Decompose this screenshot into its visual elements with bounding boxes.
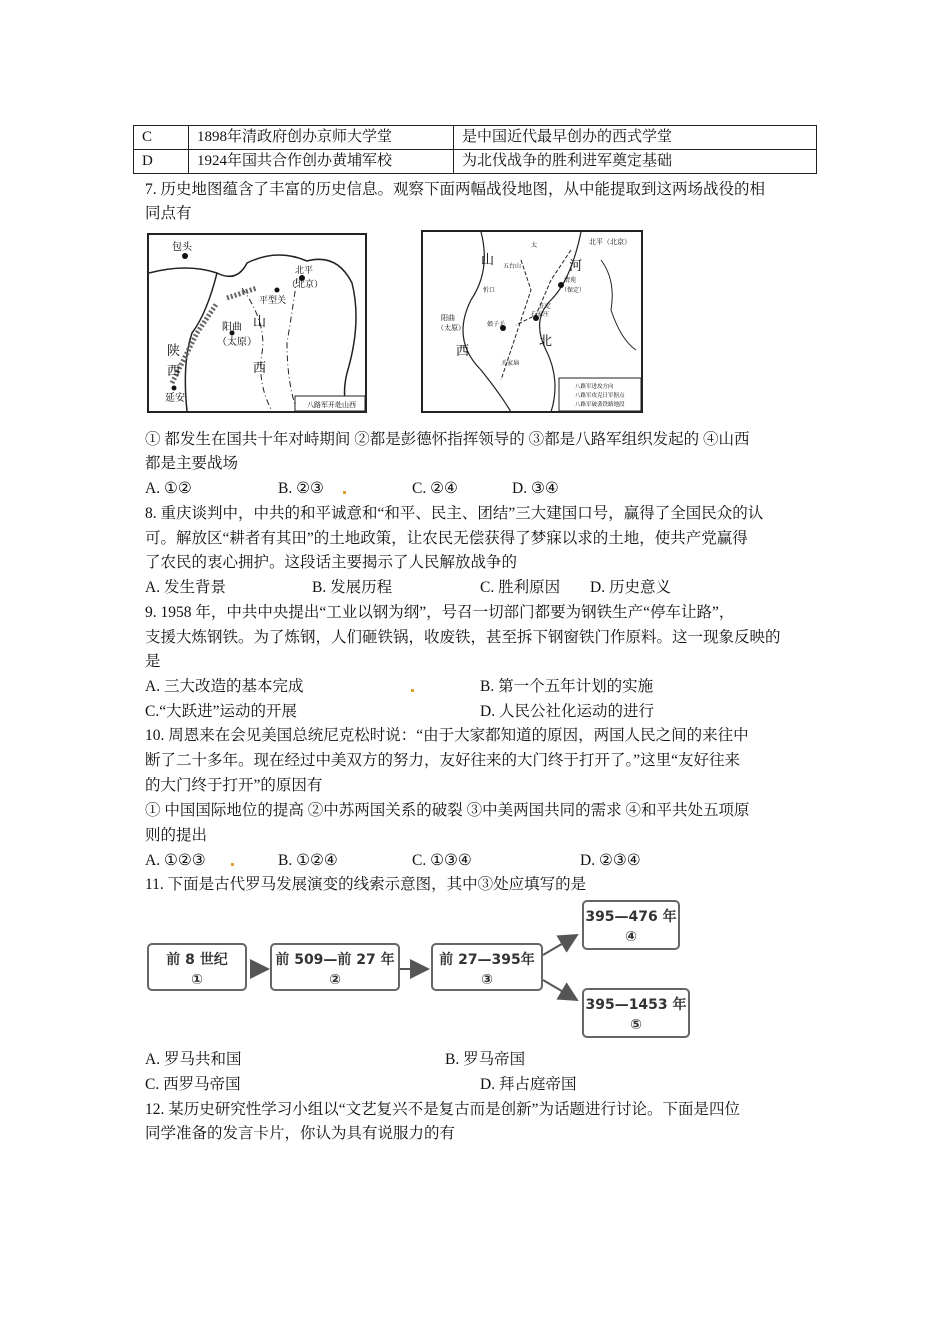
table-row — [134, 150, 817, 174]
q9-option-c[interactable]: C.“大跃进”运动的开展 — [145, 703, 297, 720]
label-baoding: （保定） — [561, 287, 586, 294]
table-cell-letter: D — [134, 150, 189, 174]
label-xi: 西 — [253, 361, 267, 376]
label-shijiazhuang: 石家庄 — [531, 311, 550, 318]
legend-item: 八路军破袭铁路地段 — [575, 402, 625, 408]
box-period: 前 8 世纪 — [166, 952, 228, 968]
label-shan: 山 — [481, 253, 495, 268]
box-period: 395—476 年 — [585, 909, 677, 925]
city-dot — [275, 288, 280, 293]
box-period: 前 27—395年 — [439, 952, 535, 968]
table-cell-meaning: 是中国近代最早创办的西式学堂 — [454, 126, 817, 150]
legend-text: 八路军开赴山西 — [307, 401, 356, 409]
timeline-box-1 — [147, 943, 247, 991]
q7-option-c[interactable]: C. ②④ — [412, 480, 458, 497]
q8-option-d[interactable]: D. 历史意义 — [590, 579, 671, 596]
label-tai: 太 — [531, 242, 538, 249]
label-niangziguan: 娘子关 — [487, 321, 506, 328]
label-taiyuan: （太原） — [437, 324, 465, 332]
city-dot — [182, 253, 188, 259]
box-mark: ⑤ — [630, 1017, 642, 1033]
q8-line2: 可。解放区“耕者有其田”的土地政策，让农民无偿获得了梦寐以求的土地，使共产党赢得 — [145, 530, 748, 547]
timeline-box-4 — [582, 900, 680, 950]
label-bei: 北 — [539, 334, 553, 349]
q11-option-b[interactable]: B. 罗马帝国 — [445, 1051, 526, 1068]
q11-option-a[interactable]: A. 罗马共和国 — [145, 1051, 242, 1068]
q8-line3: 了农民的衷心拥护。这段话主要揭示了人民解放战争的 — [145, 554, 518, 571]
legend-item: 八路军攻克日军据点 — [575, 393, 625, 399]
q9-line2: 支援大炼钢铁。为了炼钢，人们砸铁锅，收废铁，甚至拆下钢窗铁门作原料。这一现象反映的 — [145, 629, 781, 646]
q10-option-a[interactable]: A. ①②③ — [145, 852, 206, 869]
options-table — [133, 125, 817, 174]
q10-option-d[interactable]: D. ②③④ — [580, 852, 641, 869]
mark-dot — [231, 863, 234, 866]
q10-line3: 的大门终于打开”的原因有 — [145, 777, 323, 794]
q9-option-b[interactable]: B. 第一个五年计划的实施 — [480, 678, 654, 695]
label-yangqu: 阳曲 — [441, 314, 455, 322]
q9-line1: 9. 1958 年，中共中央提出“工业以钢为纲”，号召一切部门都要为钢铁生产“停车让路”， — [145, 604, 735, 621]
q9-option-d[interactable]: D. 人民公社化运动的进行 — [480, 703, 654, 720]
q12-line2: 同学准备的发言卡片，你认为具有说服力的有 — [145, 1125, 456, 1142]
q12-line1: 12. 某历史研究性学习小组以“文艺复兴不是复古而是创新”为话题进行讨论。下面是四位 — [145, 1101, 741, 1118]
label-xinkou: 忻口 — [483, 287, 496, 294]
label-yangqu: 阳曲 — [222, 322, 242, 333]
arrow — [543, 935, 577, 955]
map-pingxingguan — [147, 233, 367, 413]
label-qingyuan: 清苑 — [564, 277, 577, 284]
timeline-box-3 — [431, 943, 543, 991]
map-hundred-regiments — [421, 230, 643, 413]
label-pingxingguan: 平型关 — [259, 296, 287, 306]
box-period: 前 509—前 27 年 — [275, 952, 395, 968]
label-xi2: 西 — [167, 364, 181, 379]
q8-option-a[interactable]: A. 发生背景 — [145, 579, 226, 596]
box-mark: ④ — [625, 929, 637, 945]
q8-option-b[interactable]: B. 发展历程 — [312, 579, 393, 596]
q10-option-b[interactable]: B. ①②④ — [278, 852, 338, 869]
q7-option-b[interactable]: B. ②③ — [278, 480, 324, 497]
q7-statements-line1: ① 都发生在国共十年对峙期间 ②都是彭德怀指挥领导的 ③都是八路军组织发起的 ④山西 — [145, 431, 750, 448]
label-shan: 山 — [253, 315, 267, 330]
label-guanjiayao: 关家垴 — [501, 360, 520, 367]
q10-line2: 断了二十多年。现在经过中美双方的努力，友好往来的大门终于打开了。”这里“友好往来 — [145, 752, 741, 769]
table-cell-meaning: 为北伐战争的胜利进军奠定基础 — [454, 150, 817, 174]
box-mark: ③ — [481, 972, 493, 988]
q10-line1: 10. 周恩来在会见美国总统尼克松时说：“由于大家都知道的原因，两国人民之间的来往中 — [145, 727, 749, 744]
label-baotou: 包头 — [172, 242, 192, 253]
table-cell-event: 1924年国共合作创办黄埔军校 — [189, 150, 454, 174]
q9-line3: 是 — [145, 653, 161, 670]
q9-option-a[interactable]: A. 三大改造的基本完成 — [145, 678, 304, 695]
q10-statements-line1: ① 中国国际地位的提高 ②中苏两国关系的破裂 ③中美两国共同的需求 ④和平共处五项原 — [145, 802, 750, 819]
q8-line1: 8. 重庆谈判中，中共的和平诚意和“和平、民主、团结”三大建国口号，赢得了全国民众的认 — [145, 505, 764, 522]
q7-stem-line2: 同点有 — [145, 205, 192, 222]
label-taiyuan: （太原） — [217, 337, 257, 348]
q11-option-c[interactable]: C. 西罗马帝国 — [145, 1076, 241, 1093]
label-he: 河 — [569, 259, 583, 274]
table-cell-letter: C — [134, 126, 189, 150]
box-mark: ① — [191, 972, 203, 988]
label-yanan: 延安 — [165, 393, 185, 404]
box-period: 395—1453 年 — [585, 997, 687, 1013]
city-dot — [172, 386, 177, 391]
label-zhengding: 正定 — [539, 303, 552, 310]
legend-item: 八路军进攻方向 — [575, 384, 614, 390]
q10-statements-line2: 则的提出 — [145, 827, 208, 844]
label-xi: 西 — [456, 344, 470, 359]
timeline-box-2 — [270, 943, 400, 991]
q7-option-a[interactable]: A. ①② — [145, 480, 192, 497]
q8-option-c[interactable]: C. 胜利原因 — [480, 579, 561, 596]
label-wutaishan: 五台山 — [503, 263, 522, 270]
q10-option-c[interactable]: C. ①③④ — [412, 852, 472, 869]
q7-option-d[interactable]: D. ③④ — [512, 480, 559, 497]
timeline-box-5 — [582, 988, 690, 1038]
mark-dot — [343, 491, 346, 494]
box-mark: ② — [329, 972, 341, 988]
mark-dot — [411, 689, 414, 692]
table-row — [134, 126, 817, 150]
label-beiping: 北平 — [295, 266, 314, 276]
label-beiping: 北平（北京） — [589, 238, 631, 246]
table-cell-event: 1898年清政府创办京师大学堂 — [189, 126, 454, 150]
q7-stem-line1: 7. 历史地图蕴含了丰富的历史信息。观察下面两幅战役地图，从中能提取到这两场战役的相 — [145, 181, 766, 198]
q11-option-d[interactable]: D. 拜占庭帝国 — [480, 1076, 577, 1093]
label-beijing: （北京） — [287, 280, 324, 290]
arrow — [543, 980, 577, 1000]
q11-stem: 11. 下面是古代罗马发展演变的线索示意图，其中③处应填写的是 — [145, 876, 587, 893]
label-shaan: 陕 — [167, 344, 181, 359]
q7-statements-line2: 都是主要战场 — [145, 455, 239, 472]
